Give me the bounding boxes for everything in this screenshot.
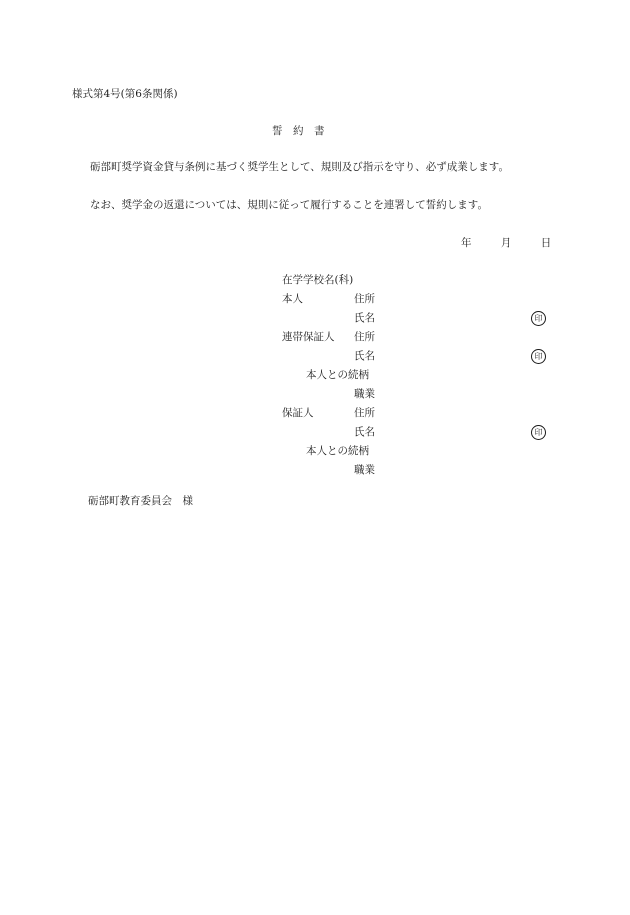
guarantor-seal-icon: 印 <box>531 425 546 440</box>
joint-guarantor-name-label: 氏名 <box>354 350 375 362</box>
school-name-label: 在学学校名(科) <box>282 274 354 286</box>
guarantor-address-label: 住所 <box>354 407 375 419</box>
joint-guarantor-occupation-label: 職業 <box>354 388 375 400</box>
principal-label: 本人 <box>282 293 303 305</box>
addressee: 砺部町教育委員会 様 <box>88 495 193 507</box>
pledge-paragraph-1: 砺部町奨学資金貸与条例に基づく奨学生として、規則及び指示を守り、必ず成業します。 <box>90 161 509 173</box>
date-line <box>461 236 551 250</box>
guarantor-label: 保証人 <box>282 407 314 419</box>
principal-address-label: 住所 <box>354 293 375 305</box>
guarantor-relationship-label: 本人との続柄 <box>306 445 369 457</box>
guarantor-name-label: 氏名 <box>354 426 375 438</box>
guarantor-occupation-label: 職業 <box>354 464 375 476</box>
date-month: 月 <box>500 237 512 249</box>
joint-guarantor-address-label: 住所 <box>354 331 375 343</box>
document-title: 誓 約 書 <box>272 125 325 137</box>
joint-guarantor-relationship-label: 本人との続柄 <box>306 369 369 381</box>
date-year: 年 <box>461 237 472 249</box>
pledge-paragraph-2: なお、奨学金の返還については、規則に従って履行することを連署して誓約します。 <box>90 199 488 211</box>
date-day: 日 <box>540 237 552 249</box>
joint-guarantor-seal-icon: 印 <box>531 349 546 364</box>
principal-name-label: 氏名 <box>354 312 375 324</box>
principal-seal-icon: 印 <box>531 311 546 326</box>
form-number: 様式第4号(第6条関係) <box>72 88 178 100</box>
joint-guarantor-label: 連帯保証人 <box>282 331 335 343</box>
